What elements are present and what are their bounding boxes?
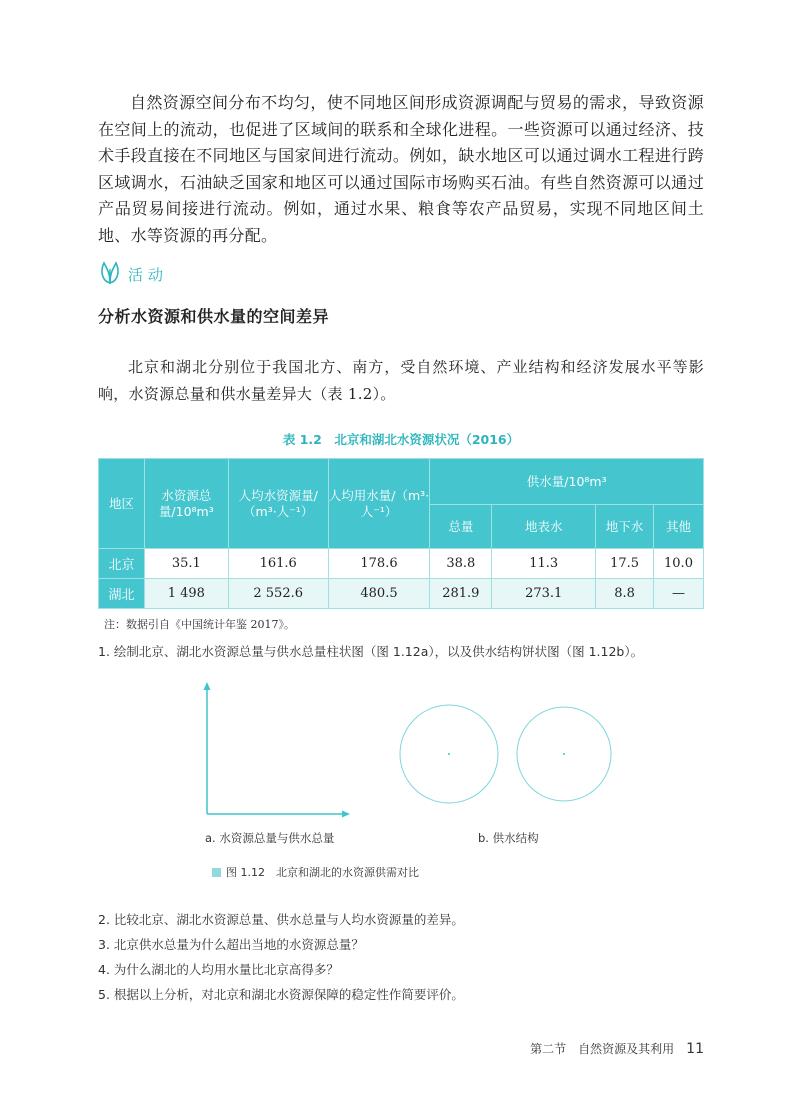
question-5: 5. 根据以上分析，对北京和湖北水资源保障的稳定性作简要评价。: [98, 987, 464, 1002]
table-title: 表 1.2 北京和湖北水资源状况（2016）: [282, 432, 520, 447]
table-row: [99, 549, 704, 579]
question-4: 4. 为什么湖北的人均用水量比北京高得多？: [98, 962, 339, 977]
figure-caption: 图 1.12 北京和湖北的水资源供需对比: [212, 864, 419, 880]
cell-other: —: [654, 579, 704, 609]
bar-chart-axes: [204, 682, 351, 818]
page-number: 11: [686, 1041, 704, 1057]
header-supply-total: 总量: [430, 505, 492, 549]
intro-paragraph: 自然资源空间分布不均匀，使不同地区间形成资源调配与贸易的需求，导致资源在空间上的流动，也促进了区域间的联系和全球化进程。一些资源可以通过经济、技术手段直接在不同地区与国家间进行流动。例如，缺水地区可以通过调水工程进行跨区域调水，石油缺乏国家和地区可以通过国际市场购买石油。有些自然资源可以通过产品贸易间接进行流动。例如，通过水果、粮食等农产品贸易，实现不同地区间土地、水等资源的再分配。: [98, 93, 704, 245]
question-1: 1. 绘制北京、湖北水资源总量与供水总量柱状图（图 1.12a），以及供水结构饼状图（图 1.12b）。: [98, 644, 644, 659]
header-supply-ground: 地下水: [596, 505, 654, 549]
activity-paragraph: 北京和湖北分别位于我国北方、南方，受自然环境、产业结构和经济发展水平等影响，水资源总量和供水量差异大（表 1.2）。: [98, 358, 704, 403]
activity-heading: [98, 260, 168, 288]
cell-region: 湖北: [99, 579, 145, 609]
cell-ground: 8.8: [596, 579, 654, 609]
table-row: [99, 579, 704, 609]
cell-supply-total: 38.8: [430, 549, 492, 579]
header-supply-surface: 地表水: [492, 505, 596, 549]
pie-chart-circles: [400, 705, 611, 803]
question-2: 2. 比较北京、湖北水资源总量、供水总量与人均水资源量的差异。: [98, 912, 464, 927]
cell-surface: 11.3: [492, 549, 596, 579]
cell-per-capita-water: 161.6: [228, 549, 328, 579]
cell-surface: 273.1: [492, 579, 596, 609]
header-supply-other: 其他: [654, 505, 704, 549]
cell-per-capita-use: 480.5: [328, 579, 430, 609]
header-per-capita-water: 人均水资源量/（m³·人⁻¹）: [228, 459, 328, 549]
cell-region: 北京: [99, 549, 145, 579]
header-supply: 供水量/10⁸m³: [430, 459, 704, 505]
header-per-capita-use: 人均用水量/（m³·人⁻¹）: [328, 459, 430, 549]
question-3: 3. 北京供水总量为什么超出当地的水资源总量？: [98, 937, 364, 952]
cell-supply-total: 281.9: [430, 579, 492, 609]
header-region: 地区: [99, 459, 145, 549]
header-water-total: 水资源总量/10⁸m³: [144, 459, 228, 549]
activity-label: 活动: [128, 265, 169, 284]
page-footer: [530, 1040, 704, 1057]
activity-leaf-icon: [98, 259, 122, 289]
cell-water-total: 35.1: [144, 549, 228, 579]
water-resources-table: [98, 458, 704, 609]
table-note: 注：数据引自《中国统计年鉴 2017》。: [104, 618, 295, 631]
cell-per-capita-use: 178.6: [328, 549, 430, 579]
activity-title: 分析水资源和供水量的空间差异: [98, 307, 330, 326]
caption-marker-icon: [212, 868, 221, 877]
blank-figure-frames: [190, 676, 630, 822]
figure-caption-b: b. 供水结构: [478, 831, 539, 845]
footer-section: 第二节 自然资源及其利用: [530, 1042, 675, 1056]
cell-water-total: 1 498: [144, 579, 228, 609]
figure-caption-a: a. 水资源总量与供水总量: [205, 831, 335, 845]
cell-per-capita-water: 2 552.6: [228, 579, 328, 609]
cell-other: 10.0: [654, 549, 704, 579]
cell-ground: 17.5: [596, 549, 654, 579]
